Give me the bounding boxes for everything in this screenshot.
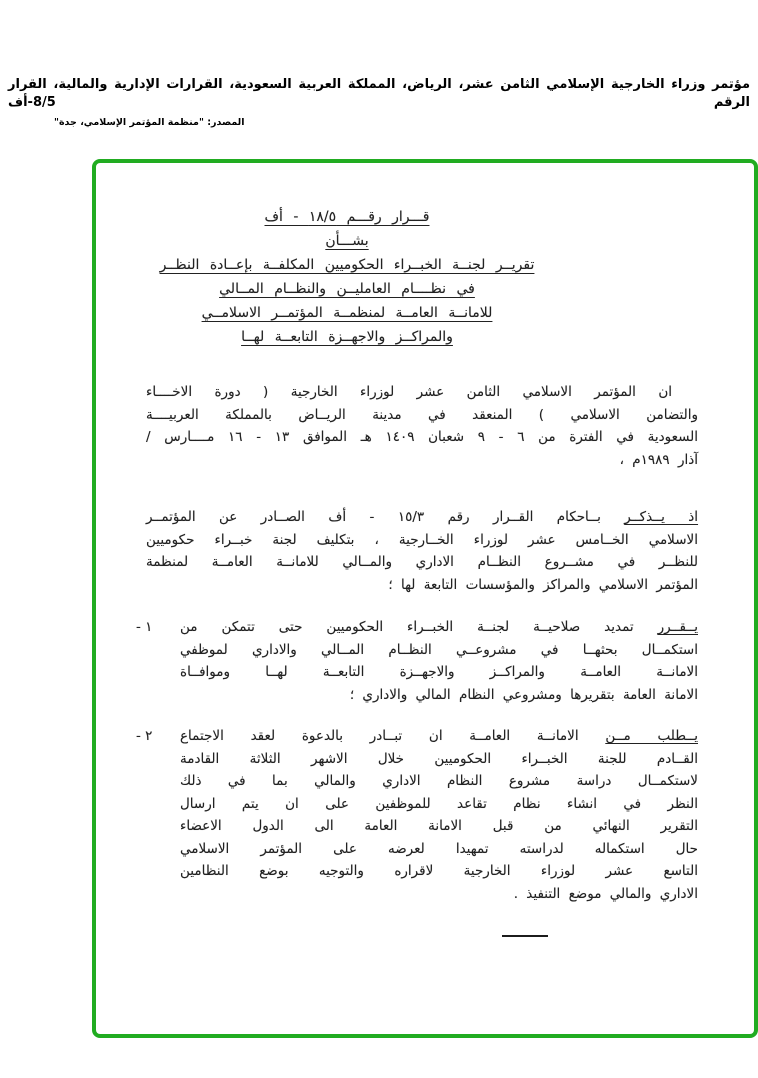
text-line: التاسع عشر لوزراء الخارجية لاقراره والتوجيه بوضع النظامين — [180, 863, 698, 879]
text-line: المؤتمر الاسلامي والمراكز والمؤسسات التابعة لها ؛ — [388, 576, 698, 593]
underlined-lead: يــقــرر — [657, 619, 698, 635]
text-line: السعودية في الفترة من ٦ - ٩ شعبان ١٤٠٩ هـ الموافق ١٣ - ١٦ مــــارس / — [146, 429, 698, 445]
text-line: للنظــر في مشــروع النظــام الاداري والمــالي للامانــة العامــة لمنظمة — [146, 554, 698, 570]
text-line: آذار ١٩٨٩م ، — [619, 451, 698, 468]
underlined-lead: اذ يــذكــر — [624, 509, 699, 525]
document-frame — [92, 159, 758, 1038]
text-line: الاداري والمالي موضع التنفيذ . — [513, 885, 698, 902]
list-item — [136, 725, 698, 905]
document-content — [96, 163, 754, 937]
text-line: يــقــرر تمديد صلاحيــة لجنــة الخبــراء الحكوميين حتى تتمكن من — [180, 619, 698, 635]
text-line: يــطلب مــن الامانــة العامــة ان تبــادر بالدعوة لعقد الاجتماع — [180, 728, 698, 744]
resolution-body — [136, 381, 699, 905]
item-marker: ٢ - — [136, 728, 153, 744]
text-line: اذ يــذكــر بــاحكام القــرار رقم ١٥/٣ - أف الصــادر عن المؤتمــر — [146, 509, 699, 525]
paragraph — [146, 506, 698, 596]
text-line: النظر في انشاء نظام تقاعد للموظفين على ان يتم ارسال — [180, 795, 698, 812]
text-line: الاسلامي الخــامس عشر لوزراء الخــارجية ، بتكليف لجنة خبــراء حكوميين — [146, 531, 698, 548]
title-line: تقريــر لجنــة الخبــراء الحكوميين المكلفــة بإعــادة النظــر — [159, 257, 535, 273]
resolution-title — [146, 205, 548, 349]
text-line: لاستكمــال دراسة مشروع النظام الاداري والمالي بما في ذلك — [180, 773, 698, 789]
text-line: والتضامن الاسلامي ) المنعقد في مدينة الريــاض بالمملكة العربيــــة — [146, 406, 698, 423]
text-line: ان المؤتمر الاسلامي الثامن عشر لوزراء الخارجية ( دورة الاخــــاء — [146, 384, 672, 400]
underlined-lead: يــطلب مــن — [605, 728, 698, 744]
title-line: بشـــأن — [325, 233, 369, 249]
title-line: في نظــــام العامليــن والنظــام المــالي — [219, 281, 475, 297]
item-marker: ١ - — [136, 619, 153, 635]
closing-rule — [502, 935, 548, 937]
text-line: استكمــال بحثهــا في مشروعــي النظــام المــالي والاداري لموظفي — [180, 641, 698, 658]
text-line: القــادم للجنة الخبــراء الحكوميين خلال الاشهر الثلاثة القادمة — [180, 750, 698, 767]
title-line: للامانــة العامــة لمنظمــة المؤتمــر الاسلامــي — [201, 305, 493, 321]
text-line: التقرير النهائي من قبل الامانة العامة الى الدول الاعضاء — [180, 818, 698, 834]
text-line: الامانة العامة بتقريرها ومشروعي النظام المالي والاداري ؛ — [349, 686, 698, 703]
list-item — [136, 616, 698, 706]
title-line: والمراكــز والاجهــزة التابعــة لهــا — [241, 329, 453, 345]
text-line: الامانــة العامــة والمراكــز والاجهــزة التابعــة لهــا وموافــاة — [180, 664, 698, 680]
page-header: مؤتمر وزراء الخارجية الإسلامي الثامن عشر، الرياض، المملكة العربية السعودية، القرارات الإدارية والمالية، القرار الرقم 8/5-أف — [8, 77, 750, 110]
source-note: المصدر: "منظمة المؤتمر الإسلامي، جدة" — [54, 117, 245, 128]
title-line: قـــرار رقـــم ١٨/٥ - أف — [264, 209, 430, 225]
paragraph — [146, 381, 698, 471]
text-line: حال استكماله لدراسته تمهيدا لعرضه على المؤتمر الاسلامي — [180, 840, 698, 857]
